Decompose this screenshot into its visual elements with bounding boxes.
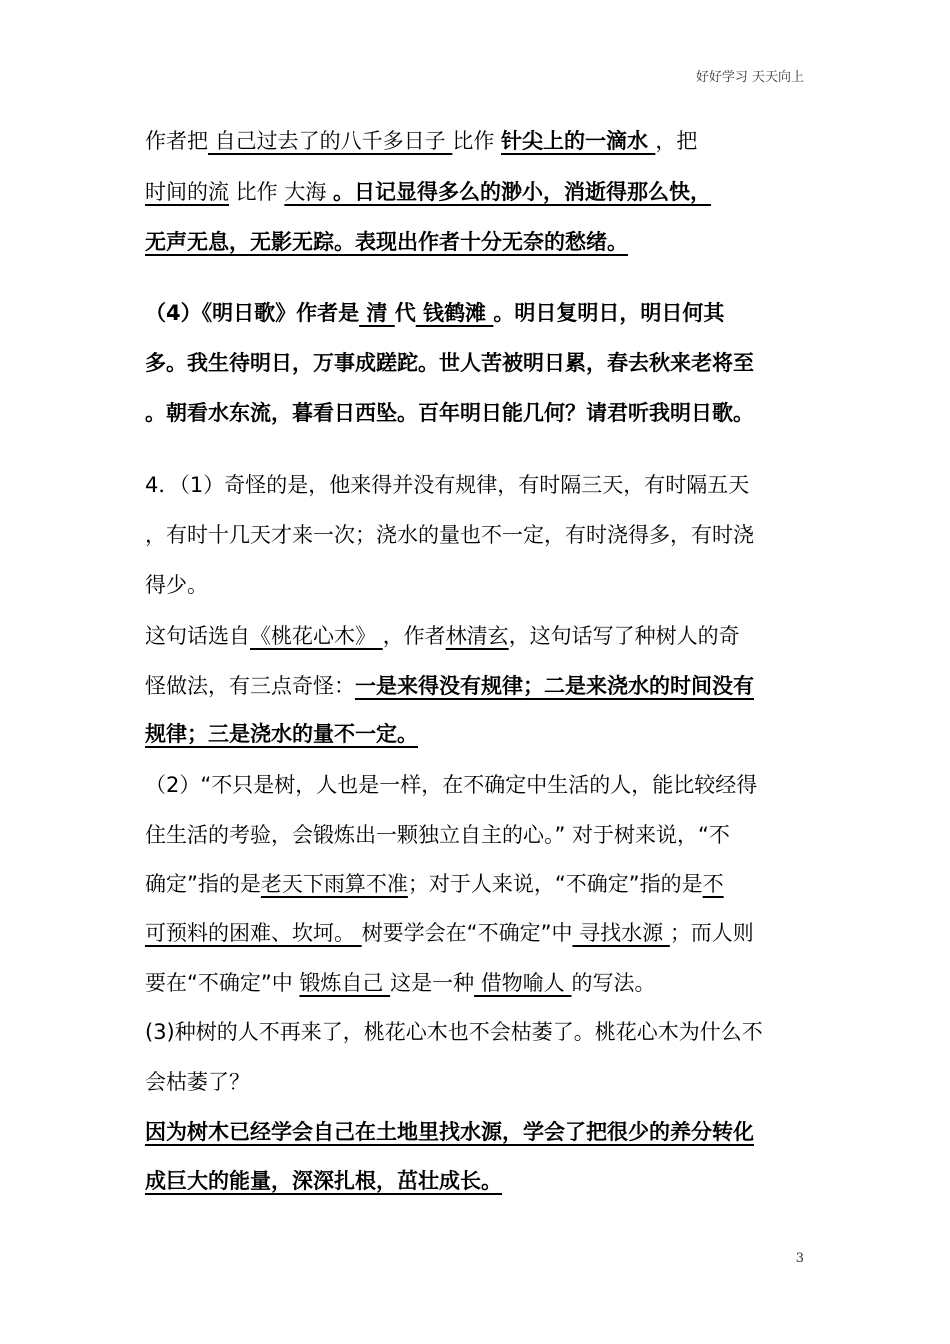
- answer-blank: 针尖上的一滴水: [501, 129, 656, 153]
- text-line: [145, 1067, 810, 1097]
- text: 多。我生待明日，万事成蹉跎。世人苦被明日累，春去秋来老将至: [145, 351, 754, 375]
- text: 这是一种: [390, 971, 475, 995]
- answer-blank: 寻找水源: [572, 921, 670, 945]
- text: 比作: [452, 129, 502, 153]
- text: ，作者: [382, 624, 446, 648]
- answer-text: 。日记显得多么的渺小，消逝得那么快，: [333, 180, 712, 204]
- text: ；对于人来说，“不确定”指的是: [407, 872, 703, 896]
- text-line: [145, 869, 810, 899]
- text-line: [145, 470, 810, 500]
- answer-blank: 借物喻人: [474, 971, 572, 995]
- text: 要在“不确定”中: [145, 971, 300, 995]
- answer-blank: 可预料的困难、坎坷。: [145, 921, 362, 945]
- text-line: [145, 570, 810, 600]
- text: 代: [394, 301, 416, 325]
- text-line: [145, 621, 810, 651]
- page-number: 3: [795, 1251, 804, 1266]
- answer-text: 因为树木已经学会自己在土地里找水源，学会了把很少的养分转化: [145, 1120, 754, 1144]
- text: 怪做法，有三点奇怪：: [145, 674, 355, 698]
- text-line: [145, 770, 810, 800]
- answer-text: 一是来得没有规律；二是来浇水的时间没有: [355, 674, 754, 698]
- text: 。朝看水东流，暮看日西坠。百年明日能几何？请君听我明日歌。: [145, 401, 754, 425]
- text: 会枯萎了？: [145, 1070, 250, 1094]
- text: （4）《明日歌》作者是: [145, 301, 360, 325]
- text-line: [145, 126, 810, 156]
- text-line: [145, 177, 810, 207]
- text: (3)种树的人不再来了，桃花心木也不会枯萎了。桃花心木为什么不: [145, 1020, 763, 1044]
- text-line: [145, 918, 810, 948]
- text-line: [145, 671, 810, 701]
- text: 得少。: [145, 573, 208, 597]
- text-line: [145, 1117, 810, 1147]
- answer-text: 无声无息，无影无踪。表现出作者十分无奈的愁绪。: [145, 230, 628, 254]
- text: 作者把: [145, 129, 208, 153]
- text: 4．（1）奇怪的是，他来得并没有规律，有时隔三天，有时隔五天: [145, 473, 750, 497]
- text-line: [145, 298, 810, 328]
- text-line: [145, 398, 810, 428]
- answer-blank: 时间的流: [145, 180, 229, 204]
- text-line: [145, 227, 810, 257]
- text-line: [145, 968, 810, 998]
- text: 比作: [229, 180, 285, 204]
- answer-blank: 锻炼自己: [299, 971, 391, 995]
- text: 树要学会在“不确定”中: [361, 921, 573, 945]
- text-line: [145, 520, 810, 550]
- answer-blank: 林清玄: [445, 624, 509, 648]
- answer-blank: 《桃花心木》: [250, 624, 383, 648]
- text: 。明日复明日，明日何其: [493, 301, 725, 325]
- text: ，这句话写了种树人的奇: [508, 624, 740, 648]
- answer-blank: 老天下雨算不准: [260, 872, 408, 896]
- text: ，有时十几天才来一次；浇水的量也不一定，有时浇得多，有时浇: [145, 523, 754, 547]
- answer-text: 成巨大的能量，深深扎根，茁壮成长。: [145, 1169, 502, 1193]
- answer-blank: 自己过去了的八千多日子: [208, 129, 453, 153]
- text: 确定”指的是: [145, 872, 261, 896]
- answer-blank: 大海: [284, 180, 334, 204]
- text-line: [145, 348, 810, 378]
- answer-blank: 不: [702, 872, 724, 896]
- text-line: [145, 719, 810, 749]
- text: （2）“不只是树，人也是一样，在不确定中生活的人，能比较经得: [145, 773, 758, 797]
- text-line: [145, 1166, 810, 1196]
- text: 这句话选自: [145, 624, 250, 648]
- text-line: [145, 820, 810, 850]
- text: ，把: [655, 129, 698, 153]
- text: 的写法。: [571, 971, 656, 995]
- answer-blank: 钱鹤滩: [415, 301, 494, 325]
- answer-blank: 清: [359, 301, 395, 325]
- page-header: 好好学习 天天向上: [695, 70, 804, 85]
- answer-text: 规律；三是浇水的量不一定。: [145, 722, 418, 746]
- text-line: [145, 1017, 810, 1047]
- text: 住生活的考验，会锻炼出一颗独立自主的心。” 对于树来说，“不: [145, 823, 730, 847]
- text: ；而人则: [669, 921, 754, 945]
